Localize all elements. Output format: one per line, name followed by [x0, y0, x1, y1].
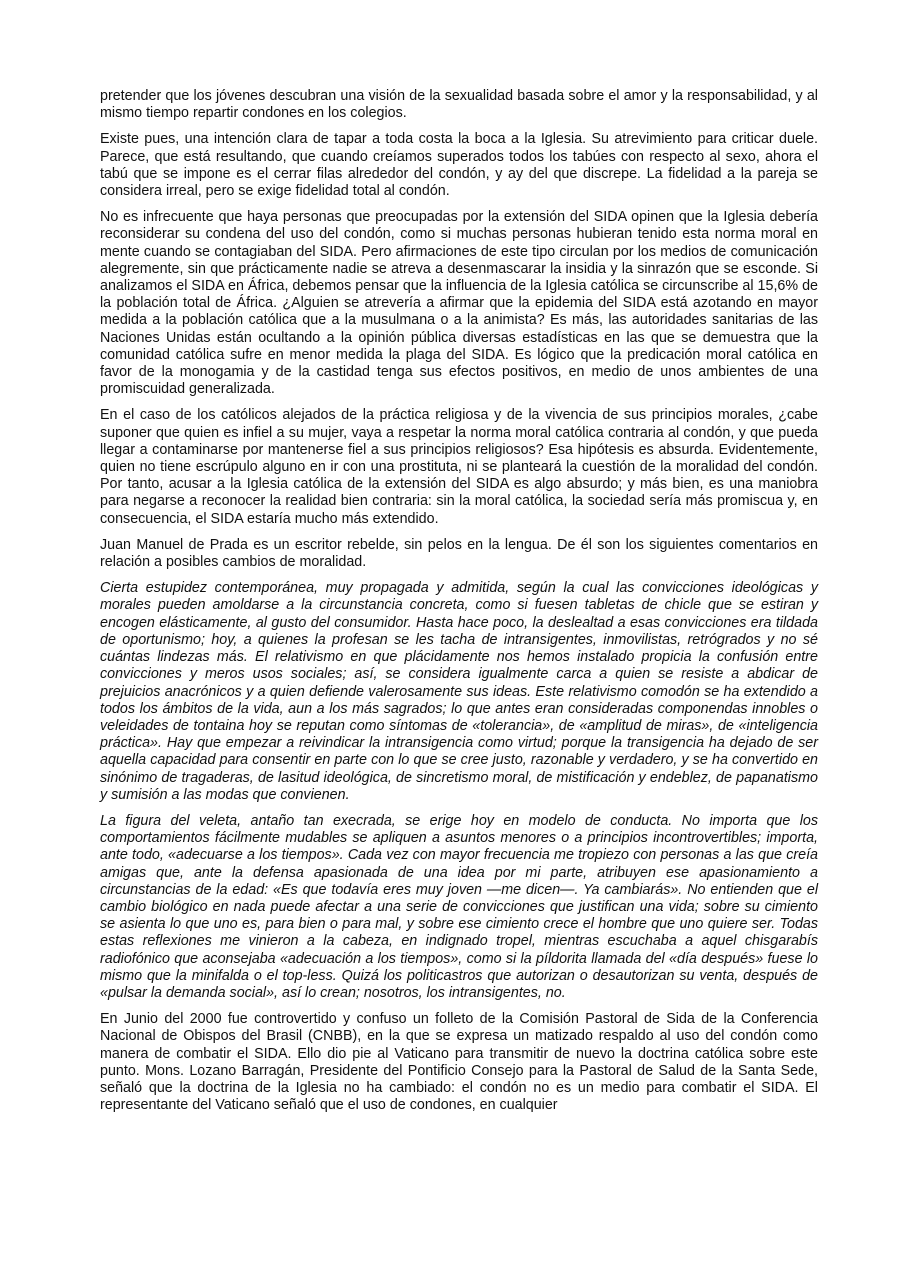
paragraph-2: Existe pues, una intención clara de tapar a toda costa la boca a la Iglesia. Su atrevimiento para criticar duele. Parece, que está resultando, que cuando creíamos superados todos los tabúes con respecto al sexo, ahora el tabú que se impone es el cerrar filas alrededor del condón, y ay del que discrepe. La fidelidad a la pareja se considera irreal, pero se exige fidelidad total al condón.	[100, 131, 818, 200]
paragraph-4: En el caso de los católicos alejados de la práctica religiosa y de la vivencia de sus principios morales, ¿cabe suponer que quien es infiel a su mujer, vaya a respetar la norma moral católica contraria al condón, y que pueda llegar a contaminarse por mantenerse fiel a sus principios religiosos? Esa hipótesis es absurda. Evidentemente, quien no tiene escrúpulo alguno en ir con una prostituta, ni se planteará la cuestión de la moralidad del condón. Por tanto, acusar a la Iglesia católica de la extensión del SIDA es algo absurdo; y más bien, es una maniobra para negarse a reconocer la realidad bien contraria: sin la moral católica, la sociedad sería más promiscua y, en consecuencia, el SIDA estaría mucho más extendido.	[100, 407, 818, 527]
quote-paragraph-1: Cierta estupidez contemporánea, muy propagada y admitida, según la cual las convicciones ideológicas y morales pueden amoldarse a la circunstancia concreta, como si fuesen tabletas de chicle que se estiran y encogen elásticamente, al gusto del consumidor. Hasta hace poco, la deslealtad a esas convicciones era tildada de oportunismo; hoy, a quienes la profesan se les tacha de intransigentes, inmovilistas, retrógrados y no sé cuántas lindezas más. El relativismo en que plácidamente nos hemos instalado propicia la confusión entre convicciones y meros usos sociales; así, se considera igualmente carca a quien se resiste a abdicar de prejuicios anacrónicos y a quien defiende valerosamente sus ideas. Este relativismo comodón se ha extendido a todos los ámbitos de la vida, aun a los más sagrados; lo que antes eran consideradas componendas innobles o veleidades de tontaina hoy se reputan como síntomas de «tolerancia», de «amplitud de miras», de «inteligencia práctica». Hay que empezar a reivindicar la intransigencia como virtud; porque la transigencia ha dejado de ser aquella capacidad para consentir en parte con lo que se cree justo, razonable y verdadero, y se ha convertido en sinónimo de tragaderas, de lasitud ideológica, de sincretismo moral, de mistificación y endeblez, de papanatismo y sumisión a las modas que convienen.	[100, 580, 818, 803]
quote-paragraph-2: La figura del veleta, antaño tan execrada, se erige hoy en modelo de conducta. No importa que los comportamientos fácilmente mudables se apliquen a asuntos menores o a principios incontrovertibles; importa, ante todo, «adecuarse a los tiempos». Cada vez con mayor frecuencia me tropiezo con personas a las que creía amigas que, ante la defensa apasionada de una idea por mi parte, atribuyen ese apasionamiento a circunstancias de la edad: «Es que todavía eres muy joven —me dicen—. Ya cambiarás». No entienden que el cambio biológico en nada puede afectar a una serie de convicciones que justifican una vida; sobre su cimiento se asienta lo que uno es, para bien o para mal, y sobre ese cimiento crece el hombre que uno quiere ser. Todas estas reflexiones me vinieron a la cabeza, en indignado tropel, mientras escuchaba a aquel chisgarabís radiofónico que aconsejaba «adecuación a los tiempos», como si la píldorita llamada del «día después» fuese lo mismo que la minifalda o el top-less. Quizá los politicastros que autorizan o desautorizan su venta, después de «pulsar la demanda social», así lo crean; nosotros, los intransigentes, no.	[100, 812, 818, 1001]
paragraph-3: No es infrecuente que haya personas que preocupadas por la extensión del SIDA opinen que la Iglesia debería reconsiderar su condena del uso del condón, como si muchas personas hubieran tenido esta norma moral en mente cuando se contagiaban del SIDA. Pero afirmaciones de este tipo circulan por los medios de comunicación alegremente, sin que prácticamente nadie se atreva a desenmascarar la insidia y la sinrazón que se esconde. Si analizamos el SIDA en África, debemos pensar que la influencia de la Iglesia católica se circunscribe al 15,6% de la población total de África. ¿Alguien se atrevería a afirmar que la epidemia del SIDA está azotando en mayor medida a la población católica que a la musulmana o a la animista? Es más, las autoridades sanitarias de las Naciones Unidas están ocultando a la opinión pública diversas estadísticas en las que se demuestra que la comunidad católica sufre en menor medida la plaga del SIDA. Es lógico que la predicación moral católica en favor de la monogamia y de la castidad tenga sus efectos positivos, en medio de unos ambientes de una promiscuidad generalizada.	[100, 209, 818, 398]
document-page	[100, 88, 818, 1123]
paragraph-6: En Junio del 2000 fue controvertido y confuso un folleto de la Comisión Pastoral de Sida de la Conferencia Nacional de Obispos del Brasil (CNBB), en la que se expresa un matizado respaldo al uso del condón como manera de combatir el SIDA. Ello dio pie al Vaticano para transmitir de nuevo la doctrina católica sobre este punto. Mons. Lozano Barragán, Presidente del Pontificio Consejo para la Pastoral de Salud de la Santa Sede, señaló que la doctrina de la Iglesia no ha cambiado: el condón no es un medio para combatir el SIDA. El representante del Vaticano señaló que el uso de condones, en cualquier	[100, 1011, 818, 1114]
paragraph-1: pretender que los jóvenes descubran una visión de la sexualidad basada sobre el amor y la responsabilidad, y al mismo tiempo repartir condones en los colegios.	[100, 88, 818, 122]
paragraph-5: Juan Manuel de Prada es un escritor rebelde, sin pelos en la lengua. De él son los siguientes comentarios en relación a posibles cambios de moralidad.	[100, 536, 818, 571]
